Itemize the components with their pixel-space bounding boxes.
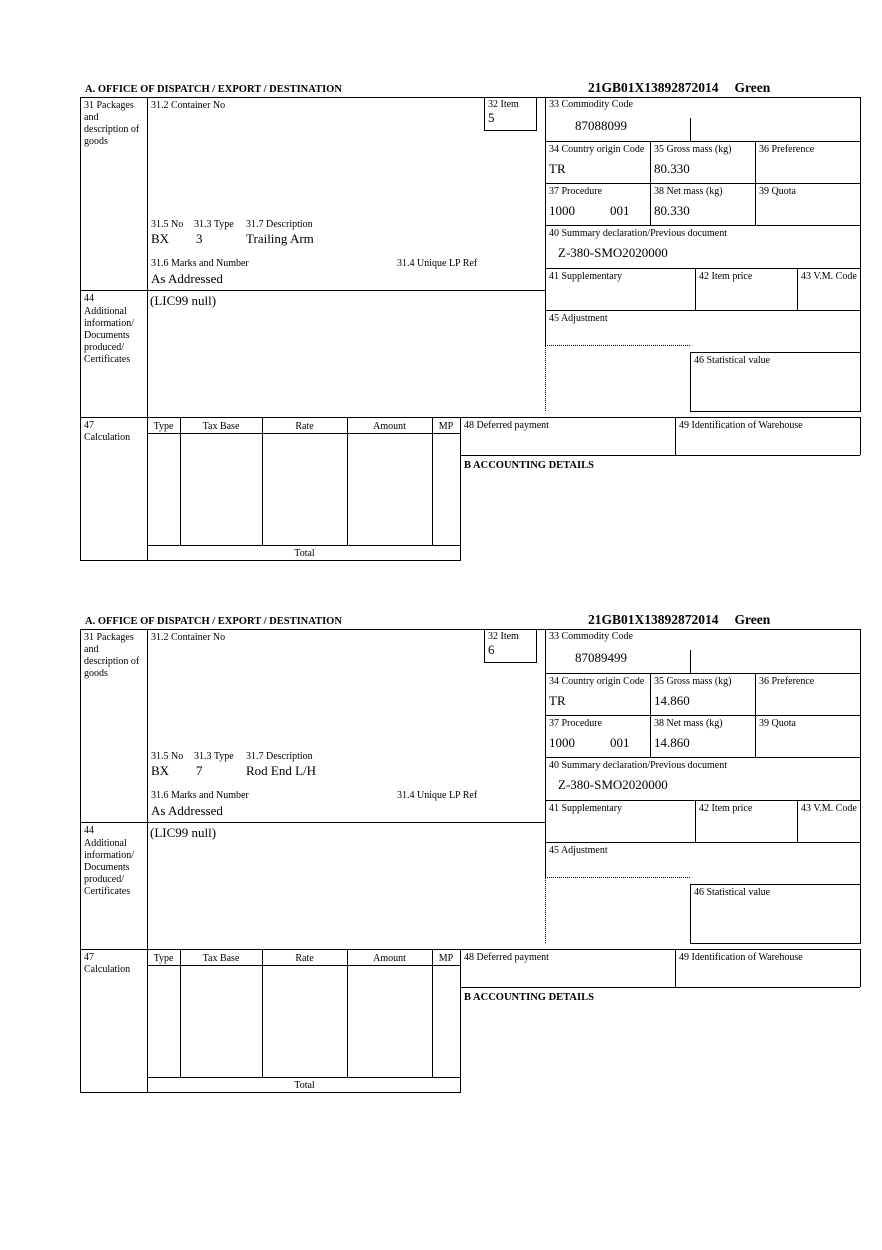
- calc-col-type: Type: [153, 953, 174, 964]
- box40-label: 40 Summary declaration/Previous document: [549, 760, 728, 771]
- divider-dashed: [545, 345, 546, 411]
- box36-label: 36 Preference: [759, 676, 815, 687]
- box31-2-label: 31.2 Container No: [151, 632, 226, 643]
- divider: [262, 949, 263, 1077]
- box38-label: 38 Net mass (kg): [654, 718, 723, 729]
- box31-5-label: 31.5 No: [151, 219, 184, 230]
- divider: [650, 141, 651, 225]
- additional-information-value: (LIC99 null): [150, 293, 217, 308]
- box34-label: 34 Country origin Code: [549, 676, 645, 687]
- divider: [797, 268, 798, 310]
- divider: [545, 225, 860, 226]
- divider: [347, 949, 348, 1077]
- box43-label: 43 V.M. Code: [801, 803, 857, 814]
- box32-label: 32 Item: [488, 99, 519, 110]
- procedure-2-value: 001: [610, 735, 630, 750]
- divider: [675, 949, 676, 987]
- calc-col-rate: Rate: [295, 953, 314, 964]
- calc-col-type: Type: [153, 421, 174, 432]
- gross-mass-value: 80.330: [654, 161, 690, 176]
- calc-col-amount: Amount: [373, 953, 406, 964]
- net-mass-value: 80.330: [654, 203, 690, 218]
- box42-label: 42 Item price: [699, 803, 753, 814]
- box31-6-label: 31.6 Marks and Number: [151, 790, 249, 801]
- divider: [545, 757, 860, 758]
- box31-4-label: 31.4 Unique LP Ref: [397, 790, 478, 801]
- calc-col-tax-base: Tax Base: [202, 421, 240, 432]
- gross-mass-value: 14.860: [654, 693, 690, 708]
- divider: [695, 800, 696, 842]
- box31-3-label: 31.3 Type: [194, 219, 234, 230]
- box44-number: 44: [84, 293, 94, 304]
- calc-total-label: Total: [294, 548, 315, 559]
- package-kind-value: BX: [151, 231, 170, 246]
- box40-label: 40 Summary declaration/Previous document: [549, 228, 728, 239]
- divider: [545, 310, 860, 311]
- divider: [80, 560, 461, 561]
- box36-label: 36 Preference: [759, 144, 815, 155]
- routing-status: Green: [734, 80, 771, 95]
- divider: [797, 800, 798, 842]
- divider: [545, 97, 546, 345]
- divider: [545, 715, 860, 716]
- box48-label: 48 Deferred payment: [464, 952, 549, 963]
- movement-reference: [588, 80, 770, 96]
- box35-label: 35 Gross mass (kg): [654, 676, 732, 687]
- divider: [690, 352, 691, 411]
- procedure-value: 1000: [549, 735, 575, 750]
- goods-description-value: Rod End L/H: [246, 763, 317, 778]
- divider: [460, 949, 461, 1092]
- divider: [432, 417, 433, 545]
- calc-col-rate: Rate: [295, 421, 314, 432]
- divider: [690, 411, 861, 412]
- box31-5-label: 31.5 No: [151, 751, 184, 762]
- office-of-dispatch-heading: A. OFFICE OF DISPATCH / EXPORT / DESTINATION: [85, 616, 342, 627]
- divider: [695, 268, 696, 310]
- country-origin-value: TR: [549, 693, 566, 708]
- divider: [80, 629, 81, 1092]
- box45-label: 45 Adjustment: [549, 845, 608, 856]
- mrn-number: 21GB01X13892872014: [588, 612, 719, 627]
- box34-label: 34 Country origin Code: [549, 144, 645, 155]
- box44-label: Additional information/ Documents produced/ Certificates: [84, 838, 134, 897]
- box45-label: 45 Adjustment: [549, 313, 608, 324]
- divider: [347, 417, 348, 545]
- divider: [545, 673, 860, 674]
- box47-label: Calculation: [84, 964, 131, 975]
- package-type-value: 7: [196, 763, 203, 778]
- country-origin-value: TR: [549, 161, 566, 176]
- divider: [147, 1077, 460, 1078]
- divider: [80, 290, 545, 291]
- divider: [262, 417, 263, 545]
- procedure-2-value: 001: [610, 203, 630, 218]
- marks-value: As Addressed: [151, 271, 223, 286]
- box46-label: 46 Statistical value: [694, 355, 771, 366]
- divider: [147, 965, 460, 966]
- item-section-1: [0, 80, 882, 578]
- divider: [860, 629, 861, 944]
- calc-col-tax-base: Tax Base: [202, 953, 240, 964]
- goods-description-value: Trailing Arm: [246, 231, 314, 246]
- box44-label: Additional information/ Documents produced/ Certificates: [84, 306, 134, 365]
- calc-col-amount: Amount: [373, 421, 406, 432]
- procedure-value: 1000: [549, 203, 575, 218]
- divider: [545, 842, 860, 843]
- accounting-details-heading: B ACCOUNTING DETAILS: [464, 460, 594, 471]
- box31-4-label: 31.4 Unique LP Ref: [397, 258, 478, 269]
- divider: [860, 949, 861, 987]
- divider: [460, 987, 860, 988]
- divider: [180, 417, 181, 545]
- net-mass-value: 14.860: [654, 735, 690, 750]
- box31-label: 31 Packages and description of goods: [84, 632, 140, 679]
- divider: [690, 118, 691, 141]
- box31-label: 31 Packages and description of goods: [84, 100, 140, 147]
- divider: [80, 417, 860, 418]
- divider: [690, 352, 860, 353]
- box31-6-label: 31.6 Marks and Number: [151, 258, 249, 269]
- previous-document-value: Z-380-SMO2020000: [558, 777, 668, 792]
- divider: [690, 650, 691, 673]
- divider: [80, 629, 860, 630]
- box41-label: 41 Supplementary: [549, 803, 623, 814]
- box48-label: 48 Deferred payment: [464, 420, 549, 431]
- calc-col-mp: MP: [438, 421, 454, 432]
- divider-dashed: [545, 877, 690, 878]
- box44-number: 44: [84, 825, 94, 836]
- additional-information-value: (LIC99 null): [150, 825, 217, 840]
- box31-7-label: 31.7 Description: [246, 751, 313, 762]
- divider: [460, 455, 860, 456]
- package-type-value: 3: [196, 231, 203, 246]
- divider: [650, 673, 651, 757]
- commodity-code-value: 87088099: [575, 118, 627, 133]
- previous-document-value: Z-380-SMO2020000: [558, 245, 668, 260]
- divider: [80, 822, 545, 823]
- divider: [147, 545, 460, 546]
- box49-label: 49 Identification of Warehouse: [679, 420, 803, 431]
- divider: [180, 949, 181, 1077]
- mrn-number: 21GB01X13892872014: [588, 80, 719, 95]
- box39-label: 39 Quota: [759, 718, 796, 729]
- divider: [690, 884, 860, 885]
- divider: [545, 800, 860, 801]
- box31-3-label: 31.3 Type: [194, 751, 234, 762]
- divider: [545, 629, 546, 877]
- divider-dashed: [545, 877, 546, 943]
- divider: [80, 97, 860, 98]
- office-of-dispatch-heading: A. OFFICE OF DISPATCH / EXPORT / DESTINATION: [85, 84, 342, 95]
- divider: [80, 1092, 461, 1093]
- divider: [545, 141, 860, 142]
- commodity-code-value: 87089499: [575, 650, 627, 665]
- box35-label: 35 Gross mass (kg): [654, 144, 732, 155]
- box39-label: 39 Quota: [759, 186, 796, 197]
- marks-value: As Addressed: [151, 803, 223, 818]
- box31-2-label: 31.2 Container No: [151, 100, 226, 111]
- divider: [690, 943, 861, 944]
- routing-status: Green: [734, 612, 771, 627]
- package-kind-value: BX: [151, 763, 170, 778]
- box37-label: 37 Procedure: [549, 718, 603, 729]
- item-number-value: 5: [488, 110, 495, 125]
- box32-label: 32 Item: [488, 631, 519, 642]
- divider: [690, 884, 691, 943]
- box47-label: Calculation: [84, 432, 131, 443]
- box47-number: 47: [84, 420, 94, 431]
- box38-label: 38 Net mass (kg): [654, 186, 723, 197]
- divider: [755, 673, 756, 757]
- box42-label: 42 Item price: [699, 271, 753, 282]
- divider: [460, 417, 461, 560]
- calc-total-label: Total: [294, 1080, 315, 1091]
- box33-label: 33 Commodity Code: [549, 631, 633, 642]
- divider: [80, 97, 81, 560]
- divider: [755, 141, 756, 225]
- box33-label: 33 Commodity Code: [549, 99, 633, 110]
- accounting-details-heading: B ACCOUNTING DETAILS: [464, 992, 594, 1003]
- movement-reference: [588, 612, 770, 628]
- box49-label: 49 Identification of Warehouse: [679, 952, 803, 963]
- divider: [860, 417, 861, 455]
- calc-col-mp: MP: [438, 953, 454, 964]
- divider: [80, 949, 860, 950]
- divider: [675, 417, 676, 455]
- item-section-2: [0, 612, 882, 1110]
- box43-label: 43 V.M. Code: [801, 271, 857, 282]
- box37-label: 37 Procedure: [549, 186, 603, 197]
- divider-dashed: [545, 345, 690, 346]
- divider: [147, 433, 460, 434]
- box47-number: 47: [84, 952, 94, 963]
- divider: [545, 268, 860, 269]
- item-number-value: 6: [488, 642, 495, 657]
- divider: [860, 97, 861, 412]
- divider: [432, 949, 433, 1077]
- box31-7-label: 31.7 Description: [246, 219, 313, 230]
- box41-label: 41 Supplementary: [549, 271, 623, 282]
- divider: [545, 183, 860, 184]
- box46-label: 46 Statistical value: [694, 887, 771, 898]
